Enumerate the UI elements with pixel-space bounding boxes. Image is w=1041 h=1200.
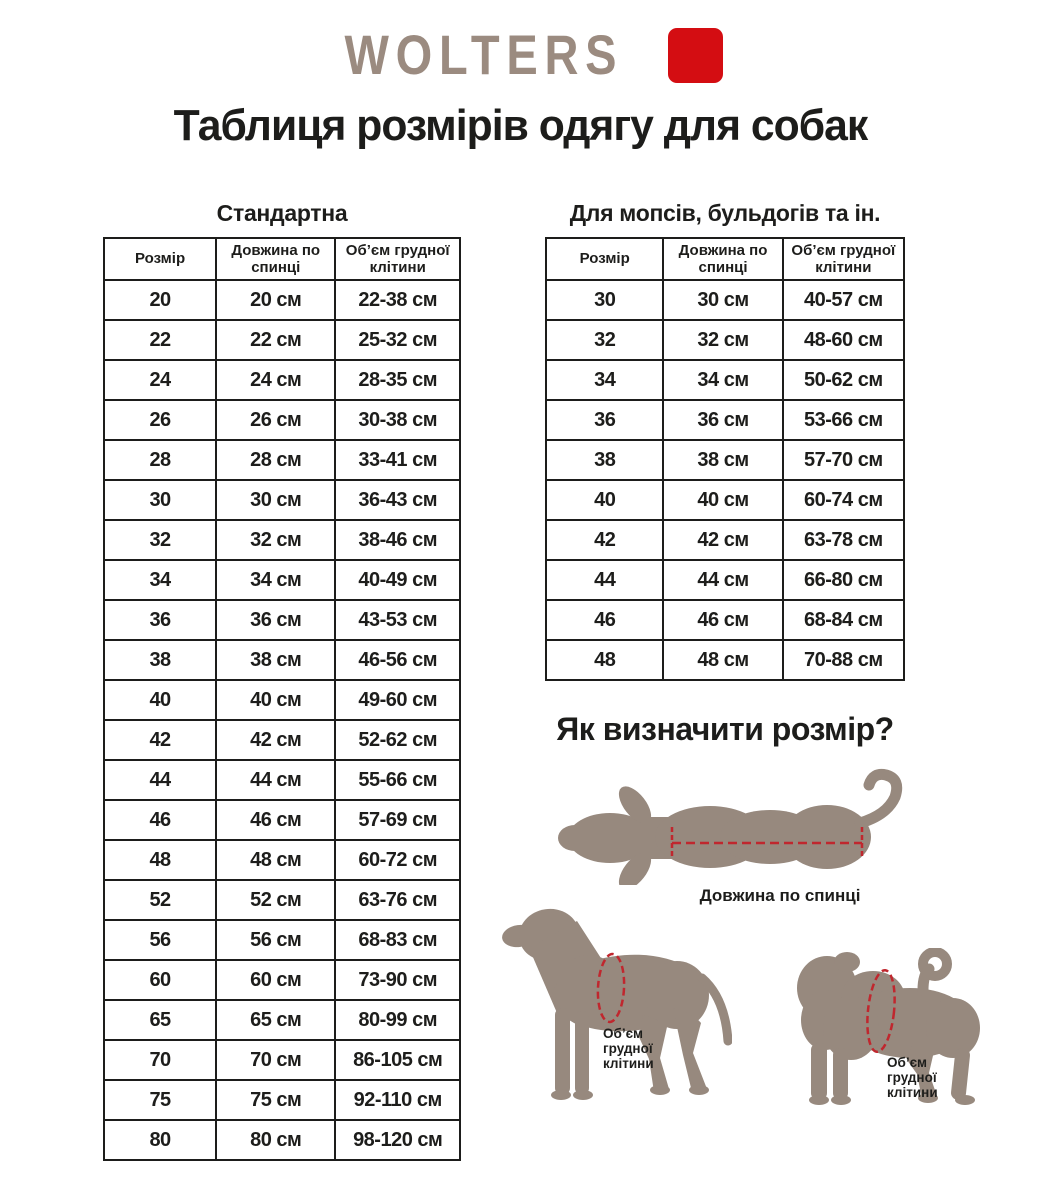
table-cell: 32	[104, 520, 216, 560]
table-cell: 36-43 см	[335, 480, 460, 520]
dog-top-view-silhouette	[555, 765, 910, 885]
table-cell: 24 см	[216, 360, 335, 400]
table-cell: 38 см	[663, 440, 782, 480]
chest-measure-label: Об’єм грудної клітини	[887, 1055, 938, 1100]
chest-measure-label: Об’єм грудної клітини	[603, 1026, 654, 1071]
table-cell: 40 см	[663, 480, 782, 520]
column-header: Довжина по спинці	[216, 238, 335, 280]
table-cell: 34 см	[216, 560, 335, 600]
table-header-row	[104, 238, 460, 280]
table-cell: 40-49 см	[335, 560, 460, 600]
table-row	[104, 680, 460, 720]
table-row	[104, 760, 460, 800]
table-cell: 53-66 см	[783, 400, 904, 440]
table-row	[104, 880, 460, 920]
table-cell: 70 см	[216, 1040, 335, 1080]
table-cell: 24	[104, 360, 216, 400]
table-cell: 46	[104, 800, 216, 840]
table-cell: 46 см	[216, 800, 335, 840]
table-cell: 75	[104, 1080, 216, 1120]
table-cell: 38 см	[216, 640, 335, 680]
table-row	[546, 560, 904, 600]
table-cell: 28-35 см	[335, 360, 460, 400]
page-title: Таблиця розмірів одягу для собак	[173, 101, 868, 150]
table-cell: 34 см	[663, 360, 782, 400]
table-cell: 48	[546, 640, 663, 680]
standard-size-table	[103, 237, 461, 1161]
table-row	[104, 280, 460, 320]
table-row	[104, 960, 460, 1000]
table-cell: 48 см	[663, 640, 782, 680]
table-cell: 92-110 см	[335, 1080, 460, 1120]
table-cell: 44 см	[216, 760, 335, 800]
table-cell: 52	[104, 880, 216, 920]
table-row	[104, 320, 460, 360]
table-cell: 80-99 см	[335, 1000, 460, 1040]
table-cell: 98-120 см	[335, 1120, 460, 1160]
table-header-row	[546, 238, 904, 280]
table-cell: 32	[546, 320, 663, 360]
table-row	[546, 360, 904, 400]
table-cell: 30 см	[216, 480, 335, 520]
table-cell: 43-53 см	[335, 600, 460, 640]
table-cell: 50-62 см	[783, 360, 904, 400]
table-row	[104, 520, 460, 560]
table-cell: 75 см	[216, 1080, 335, 1120]
how-to-title: Як визначити розмір?	[556, 711, 894, 747]
table-row	[104, 560, 460, 600]
table-cell: 63-76 см	[335, 880, 460, 920]
table-row	[104, 640, 460, 680]
table-cell: 40	[546, 480, 663, 520]
table-cell: 48	[104, 840, 216, 880]
table-cell: 68-83 см	[335, 920, 460, 960]
table-cell: 38	[546, 440, 663, 480]
table-row	[546, 280, 904, 320]
table-cell: 66-80 см	[783, 560, 904, 600]
brand-logo-red-square-icon	[668, 28, 723, 83]
table-row	[104, 1040, 460, 1080]
table-cell: 52-62 см	[335, 720, 460, 760]
table-cell: 36 см	[216, 600, 335, 640]
table-row	[104, 1000, 460, 1040]
table-cell: 22 см	[216, 320, 335, 360]
table-cell: 30 см	[663, 280, 782, 320]
table-row	[546, 320, 904, 360]
table-cell: 44	[104, 760, 216, 800]
column-header: Об’єм грудної клітини	[783, 238, 904, 280]
table-row	[104, 800, 460, 840]
table-cell: 86-105 см	[335, 1040, 460, 1080]
table-row	[104, 1080, 460, 1120]
table-cell: 80 см	[216, 1120, 335, 1160]
table-row	[104, 600, 460, 640]
table-cell: 36 см	[663, 400, 782, 440]
table-cell: 55-66 см	[335, 760, 460, 800]
table-cell: 26 см	[216, 400, 335, 440]
column-header: Розмір	[546, 238, 663, 280]
table-row	[546, 440, 904, 480]
table-cell: 34	[546, 360, 663, 400]
standard-table-title: Стандартна	[216, 200, 348, 226]
table-cell: 49-60 см	[335, 680, 460, 720]
table-cell: 34	[104, 560, 216, 600]
table-row	[104, 440, 460, 480]
table-cell: 44	[546, 560, 663, 600]
table-cell: 28	[104, 440, 216, 480]
table-cell: 28 см	[216, 440, 335, 480]
table-cell: 30	[104, 480, 216, 520]
table-cell: 36	[546, 400, 663, 440]
table-row	[546, 520, 904, 560]
table-cell: 68-84 см	[783, 600, 904, 640]
table-cell: 57-70 см	[783, 440, 904, 480]
table-cell: 46	[546, 600, 663, 640]
column-header: Об’єм грудної клітини	[335, 238, 460, 280]
table-cell: 26	[104, 400, 216, 440]
table-cell: 60 см	[216, 960, 335, 1000]
table-cell: 44 см	[663, 560, 782, 600]
table-cell: 52 см	[216, 880, 335, 920]
table-cell: 70	[104, 1040, 216, 1080]
table-cell: 57-69 см	[335, 800, 460, 840]
table-cell: 30	[546, 280, 663, 320]
table-cell: 60	[104, 960, 216, 1000]
table-row	[546, 600, 904, 640]
table-cell: 42 см	[216, 720, 335, 760]
pug-table-title: Для мопсів, бульдогів та ін.	[569, 200, 881, 226]
table-cell: 42	[546, 520, 663, 560]
table-cell: 22-38 см	[335, 280, 460, 320]
table-row	[104, 720, 460, 760]
table-cell: 32 см	[663, 320, 782, 360]
table-cell: 25-32 см	[335, 320, 460, 360]
table-row	[104, 360, 460, 400]
table-cell: 70-88 см	[783, 640, 904, 680]
table-cell: 60-74 см	[783, 480, 904, 520]
table-cell: 20 см	[216, 280, 335, 320]
table-cell: 46 см	[663, 600, 782, 640]
table-cell: 73-90 см	[335, 960, 460, 1000]
table-cell: 65 см	[216, 1000, 335, 1040]
table-cell: 40-57 см	[783, 280, 904, 320]
table-row	[104, 400, 460, 440]
column-header: Розмір	[104, 238, 216, 280]
table-cell: 48-60 см	[783, 320, 904, 360]
table-cell: 32 см	[216, 520, 335, 560]
brand-logo-text: WOLTERS	[344, 22, 624, 86]
column-header: Довжина по спинці	[663, 238, 782, 280]
brand-logo	[0, 22, 1041, 86]
table-row	[546, 400, 904, 440]
table-row	[546, 480, 904, 520]
table-cell: 33-41 см	[335, 440, 460, 480]
table-cell: 40	[104, 680, 216, 720]
table-cell: 80	[104, 1120, 216, 1160]
table-cell: 63-78 см	[783, 520, 904, 560]
table-cell: 60-72 см	[335, 840, 460, 880]
table-cell: 40 см	[216, 680, 335, 720]
table-row	[546, 640, 904, 680]
pug-size-table	[545, 237, 905, 681]
table-row	[104, 920, 460, 960]
table-cell: 30-38 см	[335, 400, 460, 440]
table-cell: 48 см	[216, 840, 335, 880]
table-cell: 56 см	[216, 920, 335, 960]
table-cell: 56	[104, 920, 216, 960]
table-cell: 42 см	[663, 520, 782, 560]
dog-side-view-silhouette	[497, 903, 732, 1118]
table-cell: 46-56 см	[335, 640, 460, 680]
table-cell: 42	[104, 720, 216, 760]
table-cell: 20	[104, 280, 216, 320]
table-cell: 38	[104, 640, 216, 680]
table-cell: 65	[104, 1000, 216, 1040]
table-row	[104, 480, 460, 520]
table-cell: 38-46 см	[335, 520, 460, 560]
table-cell: 22	[104, 320, 216, 360]
table-row	[104, 840, 460, 880]
table-row	[104, 1120, 460, 1160]
table-cell: 36	[104, 600, 216, 640]
back-length-label: Довжина по спинці	[699, 886, 861, 905]
